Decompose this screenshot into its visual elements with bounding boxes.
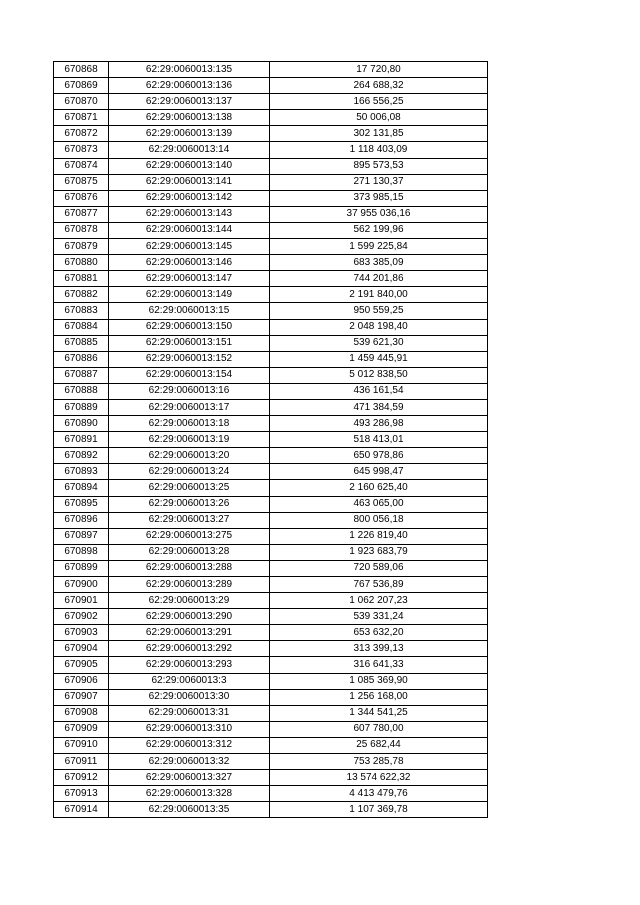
cadastral-number-cell: 62:29:0060013:288 xyxy=(109,560,270,576)
document-sheet xyxy=(53,61,488,818)
cadastral-number-cell: 62:29:0060013:136 xyxy=(109,78,270,94)
table-row xyxy=(54,62,488,78)
table-row xyxy=(54,560,488,576)
cadastral-number-cell: 62:29:0060013:32 xyxy=(109,754,270,770)
row-number-cell: 670903 xyxy=(54,625,109,641)
cadastral-number-cell: 62:29:0060013:31 xyxy=(109,705,270,721)
cadastral-number-cell: 62:29:0060013:29 xyxy=(109,593,270,609)
row-number-cell: 670896 xyxy=(54,512,109,528)
row-number-cell: 670900 xyxy=(54,577,109,593)
cadastral-number-cell: 62:29:0060013:28 xyxy=(109,544,270,560)
table-body xyxy=(54,62,488,818)
cadastral-value-cell: 1 226 819,40 xyxy=(270,528,488,544)
cadastral-number-cell: 62:29:0060013:26 xyxy=(109,496,270,512)
cadastral-number-cell: 62:29:0060013:145 xyxy=(109,239,270,255)
cadastral-value-cell: 302 131,85 xyxy=(270,126,488,142)
table-row xyxy=(54,577,488,593)
table-row xyxy=(54,206,488,222)
row-number-cell: 670893 xyxy=(54,464,109,480)
cadastral-value-cell: 436 161,54 xyxy=(270,383,488,399)
cadastral-value-cell: 753 285,78 xyxy=(270,754,488,770)
cadastral-value-cell: 50 006,08 xyxy=(270,110,488,126)
cadastral-value-cell: 744 201,86 xyxy=(270,271,488,287)
row-number-cell: 670909 xyxy=(54,721,109,737)
cadastral-number-cell: 62:29:0060013:3 xyxy=(109,673,270,689)
cadastral-value-cell: 539 331,24 xyxy=(270,609,488,625)
cadastral-value-cell: 2 048 198,40 xyxy=(270,319,488,335)
row-number-cell: 670892 xyxy=(54,448,109,464)
table-row xyxy=(54,399,488,415)
cadastral-number-cell: 62:29:0060013:289 xyxy=(109,577,270,593)
row-number-cell: 670869 xyxy=(54,78,109,94)
row-number-cell: 670877 xyxy=(54,206,109,222)
cadastral-number-cell: 62:29:0060013:150 xyxy=(109,319,270,335)
row-number-cell: 670870 xyxy=(54,94,109,110)
cadastral-value-cell: 1 062 207,23 xyxy=(270,593,488,609)
row-number-cell: 670879 xyxy=(54,239,109,255)
table-row xyxy=(54,593,488,609)
cadastral-value-cell: 25 682,44 xyxy=(270,737,488,753)
row-number-cell: 670890 xyxy=(54,416,109,432)
cadastral-value-cell: 17 720,80 xyxy=(270,62,488,78)
cadastral-value-cell: 650 978,86 xyxy=(270,448,488,464)
cadastral-number-cell: 62:29:0060013:151 xyxy=(109,335,270,351)
table-row xyxy=(54,609,488,625)
table-row xyxy=(54,367,488,383)
cadastral-value-cell: 539 621,30 xyxy=(270,335,488,351)
table-row xyxy=(54,416,488,432)
table-row xyxy=(54,383,488,399)
table-row xyxy=(54,770,488,786)
cadastral-number-cell: 62:29:0060013:25 xyxy=(109,480,270,496)
cadastral-number-cell: 62:29:0060013:275 xyxy=(109,528,270,544)
cadastral-value-cell: 950 559,25 xyxy=(270,303,488,319)
row-number-cell: 670876 xyxy=(54,190,109,206)
cadastral-number-cell: 62:29:0060013:141 xyxy=(109,174,270,190)
table-row xyxy=(54,319,488,335)
cadastral-value-cell: 373 985,15 xyxy=(270,190,488,206)
row-number-cell: 670881 xyxy=(54,271,109,287)
cadastral-value-cell: 37 955 036,16 xyxy=(270,206,488,222)
row-number-cell: 670871 xyxy=(54,110,109,126)
table-row xyxy=(54,432,488,448)
table-row xyxy=(54,255,488,271)
table-row xyxy=(54,625,488,641)
cadastral-value-cell: 720 589,06 xyxy=(270,560,488,576)
row-number-cell: 670901 xyxy=(54,593,109,609)
table-row xyxy=(54,110,488,126)
table-row xyxy=(54,786,488,802)
row-number-cell: 670894 xyxy=(54,480,109,496)
cadastral-value-cell: 607 780,00 xyxy=(270,721,488,737)
cadastral-value-cell: 313 399,13 xyxy=(270,641,488,657)
table-row xyxy=(54,657,488,673)
row-number-cell: 670873 xyxy=(54,142,109,158)
row-number-cell: 670875 xyxy=(54,174,109,190)
table-row xyxy=(54,222,488,238)
cadastral-number-cell: 62:29:0060013:327 xyxy=(109,770,270,786)
cadastral-number-cell: 62:29:0060013:140 xyxy=(109,158,270,174)
row-number-cell: 670899 xyxy=(54,560,109,576)
cadastral-number-cell: 62:29:0060013:142 xyxy=(109,190,270,206)
cadastral-value-cell: 166 556,25 xyxy=(270,94,488,110)
table-row xyxy=(54,689,488,705)
cadastral-value-cell: 1 599 225,84 xyxy=(270,239,488,255)
cadastral-number-cell: 62:29:0060013:149 xyxy=(109,287,270,303)
table-row xyxy=(54,158,488,174)
table-row xyxy=(54,754,488,770)
cadastral-value-cell: 264 688,32 xyxy=(270,78,488,94)
cadastral-value-cell: 1 107 369,78 xyxy=(270,802,488,818)
row-number-cell: 670880 xyxy=(54,255,109,271)
table-row xyxy=(54,239,488,255)
table-row xyxy=(54,496,488,512)
cadastral-value-cell: 895 573,53 xyxy=(270,158,488,174)
table-row xyxy=(54,126,488,142)
row-number-cell: 670912 xyxy=(54,770,109,786)
cadastral-number-cell: 62:29:0060013:310 xyxy=(109,721,270,737)
table-row xyxy=(54,544,488,560)
cadastral-number-cell: 62:29:0060013:293 xyxy=(109,657,270,673)
row-number-cell: 670904 xyxy=(54,641,109,657)
row-number-cell: 670874 xyxy=(54,158,109,174)
table-row xyxy=(54,512,488,528)
cadastral-number-cell: 62:29:0060013:137 xyxy=(109,94,270,110)
cadastral-number-cell: 62:29:0060013:18 xyxy=(109,416,270,432)
cadastral-value-cell: 645 998,47 xyxy=(270,464,488,480)
cadastral-number-cell: 62:29:0060013:138 xyxy=(109,110,270,126)
row-number-cell: 670889 xyxy=(54,399,109,415)
row-number-cell: 670883 xyxy=(54,303,109,319)
cadastral-number-cell: 62:29:0060013:152 xyxy=(109,351,270,367)
cadastral-number-cell: 62:29:0060013:24 xyxy=(109,464,270,480)
cadastral-number-cell: 62:29:0060013:20 xyxy=(109,448,270,464)
cadastral-number-cell: 62:29:0060013:19 xyxy=(109,432,270,448)
row-number-cell: 670888 xyxy=(54,383,109,399)
table-row xyxy=(54,464,488,480)
cadastral-value-cell: 5 012 838,50 xyxy=(270,367,488,383)
row-number-cell: 670868 xyxy=(54,62,109,78)
cadastral-number-cell: 62:29:0060013:139 xyxy=(109,126,270,142)
cadastral-number-cell: 62:29:0060013:144 xyxy=(109,222,270,238)
cadastral-value-cell: 2 191 840,00 xyxy=(270,287,488,303)
row-number-cell: 670884 xyxy=(54,319,109,335)
cadastral-number-cell: 62:29:0060013:291 xyxy=(109,625,270,641)
cadastral-value-cell: 767 536,89 xyxy=(270,577,488,593)
cadastral-value-cell: 1 344 541,25 xyxy=(270,705,488,721)
table-row xyxy=(54,78,488,94)
table-row xyxy=(54,641,488,657)
cadastral-number-cell: 62:29:0060013:15 xyxy=(109,303,270,319)
cadastral-value-cell: 683 385,09 xyxy=(270,255,488,271)
row-number-cell: 670882 xyxy=(54,287,109,303)
cadastral-value-cell: 13 574 622,32 xyxy=(270,770,488,786)
cadastral-value-cell: 493 286,98 xyxy=(270,416,488,432)
table-row xyxy=(54,705,488,721)
cadastral-number-cell: 62:29:0060013:135 xyxy=(109,62,270,78)
row-number-cell: 670913 xyxy=(54,786,109,802)
cadastral-number-cell: 62:29:0060013:290 xyxy=(109,609,270,625)
cadastral-value-cell: 800 056,18 xyxy=(270,512,488,528)
table-row xyxy=(54,287,488,303)
cadastral-number-cell: 62:29:0060013:30 xyxy=(109,689,270,705)
cadastral-value-cell: 1 118 403,09 xyxy=(270,142,488,158)
cadastral-number-cell: 62:29:0060013:14 xyxy=(109,142,270,158)
row-number-cell: 670897 xyxy=(54,528,109,544)
row-number-cell: 670908 xyxy=(54,705,109,721)
cadastral-value-cell: 1 256 168,00 xyxy=(270,689,488,705)
cadastral-value-cell: 2 160 625,40 xyxy=(270,480,488,496)
table-row xyxy=(54,673,488,689)
cadastral-number-cell: 62:29:0060013:147 xyxy=(109,271,270,287)
row-number-cell: 670895 xyxy=(54,496,109,512)
cadastral-value-cell: 4 413 479,76 xyxy=(270,786,488,802)
table-row xyxy=(54,142,488,158)
row-number-cell: 670872 xyxy=(54,126,109,142)
row-number-cell: 670887 xyxy=(54,367,109,383)
cadastral-value-cell: 562 199,96 xyxy=(270,222,488,238)
row-number-cell: 670905 xyxy=(54,657,109,673)
cadastral-value-cell: 316 641,33 xyxy=(270,657,488,673)
table-row xyxy=(54,737,488,753)
cadastral-value-cell: 1 085 369,90 xyxy=(270,673,488,689)
table-row xyxy=(54,351,488,367)
cadastral-value-cell: 1 459 445,91 xyxy=(270,351,488,367)
row-number-cell: 670886 xyxy=(54,351,109,367)
row-number-cell: 670878 xyxy=(54,222,109,238)
cadastral-number-cell: 62:29:0060013:328 xyxy=(109,786,270,802)
cadastral-value-cell: 518 413,01 xyxy=(270,432,488,448)
table-row xyxy=(54,335,488,351)
table-row xyxy=(54,190,488,206)
table-row xyxy=(54,528,488,544)
row-number-cell: 670898 xyxy=(54,544,109,560)
table-row xyxy=(54,94,488,110)
row-number-cell: 670910 xyxy=(54,737,109,753)
cadastral-value-cell: 463 065,00 xyxy=(270,496,488,512)
table-row xyxy=(54,448,488,464)
cadastral-number-cell: 62:29:0060013:312 xyxy=(109,737,270,753)
cadastral-number-cell: 62:29:0060013:292 xyxy=(109,641,270,657)
row-number-cell: 670885 xyxy=(54,335,109,351)
cadastral-value-cell: 653 632,20 xyxy=(270,625,488,641)
cadastral-number-cell: 62:29:0060013:143 xyxy=(109,206,270,222)
row-number-cell: 670914 xyxy=(54,802,109,818)
table-row xyxy=(54,174,488,190)
cadastral-value-cell: 271 130,37 xyxy=(270,174,488,190)
table-row xyxy=(54,480,488,496)
cadastral-number-cell: 62:29:0060013:146 xyxy=(109,255,270,271)
row-number-cell: 670891 xyxy=(54,432,109,448)
table-row xyxy=(54,303,488,319)
cadastral-value-table xyxy=(53,61,488,818)
cadastral-value-cell: 471 384,59 xyxy=(270,399,488,415)
cadastral-number-cell: 62:29:0060013:27 xyxy=(109,512,270,528)
cadastral-number-cell: 62:29:0060013:16 xyxy=(109,383,270,399)
table-row xyxy=(54,721,488,737)
cadastral-number-cell: 62:29:0060013:17 xyxy=(109,399,270,415)
row-number-cell: 670911 xyxy=(54,754,109,770)
row-number-cell: 670907 xyxy=(54,689,109,705)
row-number-cell: 670906 xyxy=(54,673,109,689)
cadastral-number-cell: 62:29:0060013:35 xyxy=(109,802,270,818)
cadastral-value-cell: 1 923 683,79 xyxy=(270,544,488,560)
cadastral-number-cell: 62:29:0060013:154 xyxy=(109,367,270,383)
table-row xyxy=(54,802,488,818)
row-number-cell: 670902 xyxy=(54,609,109,625)
table-row xyxy=(54,271,488,287)
